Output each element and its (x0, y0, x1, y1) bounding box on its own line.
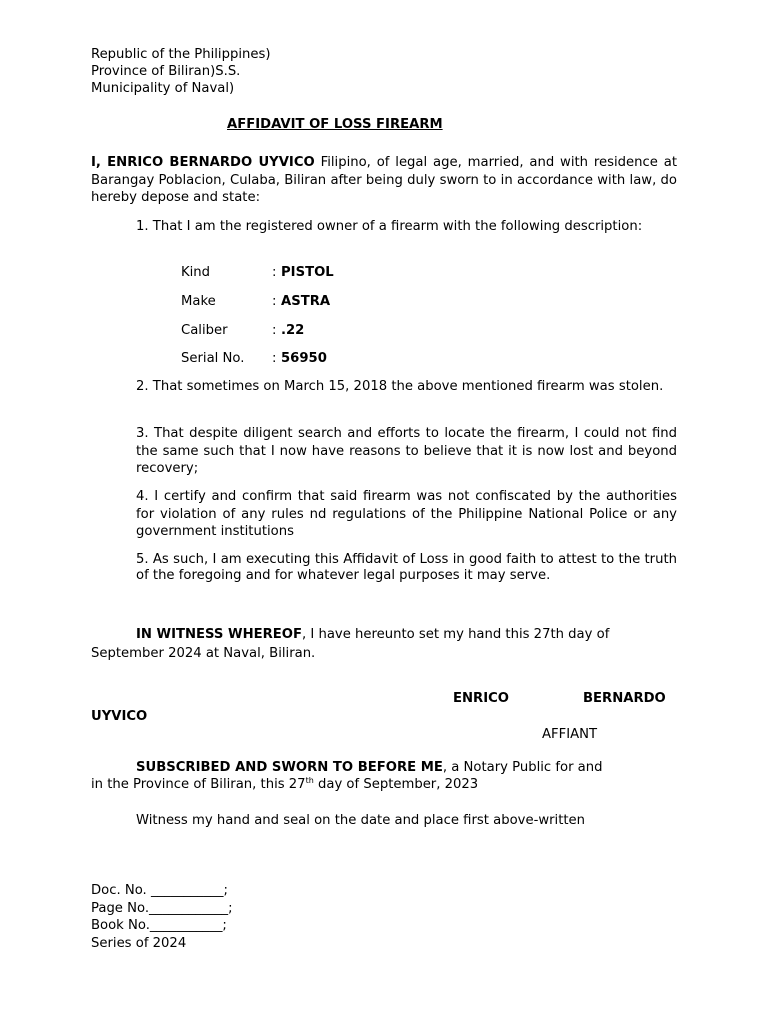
witness-hand-seal-line: Witness my hand and seal on the date and place first above-written (136, 813, 586, 828)
book-no-line: Book No.___________; (91, 918, 227, 933)
description-colon: : (272, 265, 277, 280)
description-value: PISTOL (281, 265, 334, 280)
description-value: 56950 (281, 351, 327, 366)
witness-whereof-text1: , I have hereunto set my hand this 27th day of (302, 627, 610, 642)
intro-text: Filipino, of legal age, married, and with residence at Barangay Poblacion, Culaba, Biliran after being duly sworn to in accordance with law, do hereby depose and state: (91, 155, 677, 205)
jurat-text1: , a Notary Public for and (442, 760, 603, 775)
witness-whereof-lead: IN WITNESS WHEREOF (136, 627, 302, 642)
witness-whereof-line2: September 2024 at Naval, Biliran. (91, 646, 316, 661)
signature-last-name: UYVICO (91, 709, 148, 724)
description-value: .22 (281, 323, 305, 338)
item-1: 1. That I am the registered owner of a firearm with the following description: (136, 219, 643, 234)
jurat-ordinal-suffix: th (305, 776, 314, 785)
venue-line-municipality: Municipality of Naval) (91, 81, 235, 96)
description-colon: : (272, 323, 277, 338)
page-no-line: Page No.____________; (91, 901, 233, 916)
item-5: 5. As such, I am executing this Affidavit of Loss in good faith to attest to the truth of the foregoing and for whatever legal purposes it may serve. (136, 552, 677, 583)
jurat-text2a: in the Province of Biliran, this 27 (91, 777, 306, 792)
venue-line-province: Province of Biliran)S.S. (91, 64, 241, 79)
jurat-line2 (91, 776, 478, 793)
item-2: 2. That sometimes on March 15, 2018 the above mentioned firearm was stolen. (136, 379, 664, 394)
jurat-line1 (136, 759, 603, 776)
item-3: 3. That despite diligent search and efforts to locate the firearm, I could not find the same such that I now have reasons to believe that it is now lost and beyond recovery; (136, 426, 677, 476)
description-colon: : (272, 294, 277, 309)
item-4: 4. I certify and confirm that said firearm was not confiscated by the authorities for violation of any rules nd regulations of the Philippine National Police or any government institutions (136, 489, 677, 539)
jurat-lead: SUBSCRIBED AND SWORN TO BEFORE ME (136, 760, 443, 775)
description-label: Make (181, 294, 216, 309)
affiant-label: AFFIANT (542, 727, 598, 742)
description-value: ASTRA (281, 294, 331, 309)
description-label: Serial No. (181, 351, 245, 366)
jurat-text2b: day of September, 2023 (313, 777, 479, 792)
intro-paragraph (91, 154, 677, 207)
affiant-name: I, ENRICO BERNARDO UYVICO (91, 155, 315, 170)
witness-whereof-line1 (136, 626, 609, 643)
description-label: Caliber (181, 323, 228, 338)
description-colon: : (272, 351, 277, 366)
venue-line-republic: Republic of the Philippines) (91, 47, 271, 62)
doc-no-line: Doc. No. ___________; (91, 883, 228, 898)
description-label: Kind (181, 265, 211, 280)
signature-middle-name: BERNARDO (583, 691, 666, 706)
signature-first-name: ENRICO (453, 691, 509, 706)
document-title: AFFIDAVIT OF LOSS FIREARM (227, 117, 443, 132)
series-line: Series of 2024 (91, 936, 187, 951)
